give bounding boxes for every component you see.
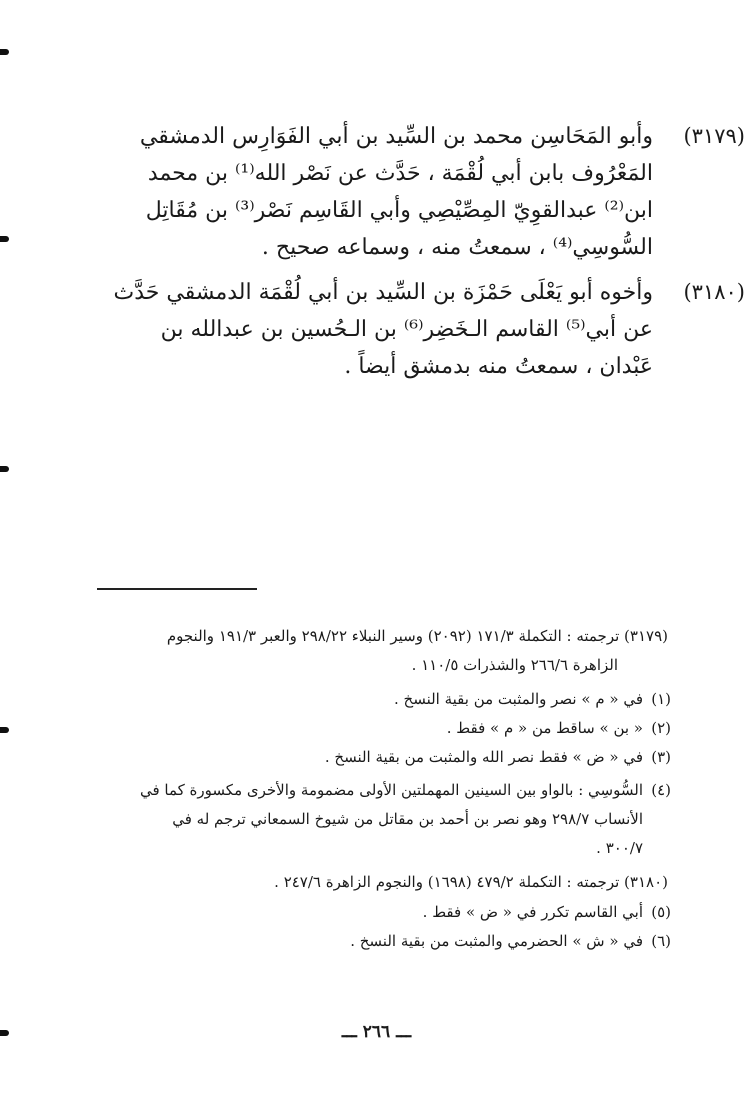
scan-edge-mark <box>0 236 9 242</box>
footnote-number: (٢) <box>651 719 671 737</box>
footnote-number: (٣) <box>651 748 671 766</box>
footnote-number: (٤) <box>651 781 671 799</box>
entry-number: (٣١٧٩) <box>683 124 745 148</box>
entry-line: وأبو المَحَاسِن محمد بن السِّيد بن أبي الفَوَارِس الدمشقي <box>139 124 653 149</box>
entry-3180 <box>105 274 745 385</box>
entry-3179 <box>105 118 745 266</box>
footnote-number: (٥) <box>651 903 671 921</box>
entry-line: وأخوه أبو يَعْلَى حَمْزَة بن السِّيد بن أبي لُقْمَة الدمشقي حَدَّث <box>113 280 653 305</box>
entry-line: ابن⁽²⁾ عبدالقوِيّ المِصِّيْصِي وأبي القَاسِم نَصْر⁽³⁾ بن مُقَاتِل <box>145 198 653 223</box>
footnote-1 <box>83 685 671 714</box>
footnote-line: أبي القاسم تكرر في « ض » فقط . <box>422 903 643 921</box>
footnote-line: « بن » ساقط من « م » فقط . <box>446 719 643 737</box>
footnote-line: الزاهرة ٢٦٦/٦ والشذرات ١١٠/٥ . <box>411 656 618 674</box>
footnote-line: (٣١٧٩) ترجمته : التكملة ١٧١/٣ (٢٠٩٢) وسير النبلاء ٢٩٨/٢٢ والعبر ١٩١/٣ والنجوم <box>166 627 668 645</box>
footnote-number: (٦) <box>651 932 671 950</box>
footnote-line: في « ض » فقط نصر الله والمثبت من بقية النسخ . <box>324 748 643 766</box>
entry-line: السُّوسِي⁽⁴⁾ ، سمعتُ منه ، وسماعه صحيح . <box>261 235 653 260</box>
footnote-6 <box>83 927 671 956</box>
footnote-line: في « ش » الحضرمي والمثبت من بقية النسخ . <box>350 932 643 950</box>
page-number: ـــ ٢٦٦ ـــ <box>341 1022 412 1042</box>
footnote-2 <box>83 714 671 743</box>
footnote-line: في « م » نصر والمثبت من بقية النسخ . <box>393 690 643 708</box>
footnote-line: الأنساب ٢٩٨/٧ وهو نصر بن أحمد بن مقاتل من شيوخ السمعاني ترجم له في <box>172 810 643 828</box>
footnote-line: ٣٠٠/٧ . <box>596 839 643 857</box>
footnote-3180: (٣١٨٠) ترجمته : التكملة ٤٧٩/٢ (١٦٩٨) والنجوم الزاهرة ٢٤٧/٦ . <box>274 873 668 891</box>
footnote-number: (١) <box>651 690 671 708</box>
footnote-4 <box>83 776 671 863</box>
footnote-3179 <box>68 622 668 680</box>
footnote-3 <box>83 743 671 772</box>
entry-line: عَبْدان ، سمعتُ منه بدمشق أيضاً . <box>344 354 653 379</box>
footnote-separator <box>97 588 257 590</box>
scan-edge-mark <box>0 727 9 733</box>
entry-line: المَعْرُوف بابن أبي لُقْمَة ، حَدَّث عن نَصْر الله⁽¹⁾ بن محمد <box>147 161 653 186</box>
footnote-5 <box>83 898 671 927</box>
entry-number: (٣١٨٠) <box>683 280 745 304</box>
footnote-line: السُّوسِي : بالواو بين السينين المهملتين الأولى مضمومة والأخرى مكسورة كما في <box>139 781 643 799</box>
scan-edge-mark <box>0 466 9 472</box>
entry-line: عن أبي⁽⁵⁾ القاسم الـخَضِر⁽⁶⁾ بن الـحُسين بن عبدالله بن <box>160 317 653 342</box>
scan-edge-mark <box>0 49 9 55</box>
